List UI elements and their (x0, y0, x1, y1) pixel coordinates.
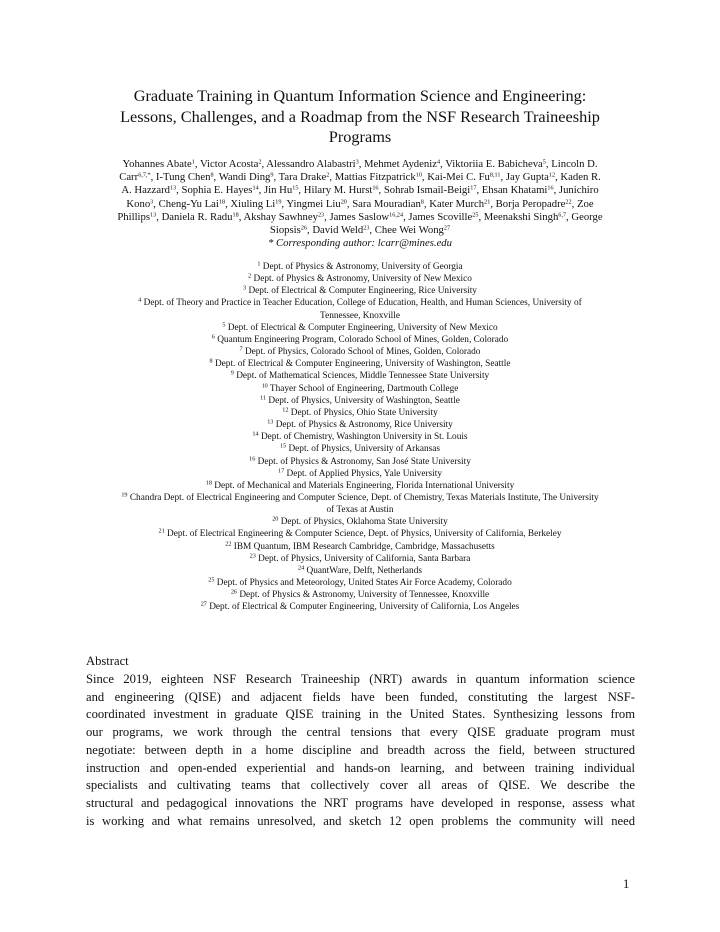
affiliation-marker: 8,11 (489, 171, 501, 179)
affiliation-line (80, 334, 640, 346)
author-text: , Cheng-Yu Lai (153, 197, 219, 210)
affiliation-number: 16 (249, 455, 256, 462)
title-line: Graduate Training in Quantum Information Science and Engineering: (133, 86, 587, 105)
affiliation-marker: 14 (252, 184, 259, 192)
author-text: , Kater Murch (423, 197, 485, 210)
affiliation-text: Dept. of Mechanical and Materials Engineering, Florida International University (214, 480, 515, 491)
author-text: Carr (119, 171, 139, 184)
author-text: , Yingmei Liu (281, 197, 341, 210)
affiliation-marker: 18 (232, 211, 239, 219)
affiliation-marker: 13 (169, 184, 177, 192)
affiliation-marker: 5 (542, 158, 546, 166)
author-text: , James Scoville (403, 210, 473, 223)
affiliation-number: 21 (158, 527, 165, 535)
author-text: , Xiuling Li (225, 197, 276, 210)
author-text: , Meenakshi Singh (478, 210, 559, 223)
affiliation-line (80, 358, 640, 370)
affiliation-line (80, 516, 640, 528)
affiliation-number: 2 (248, 272, 252, 280)
affiliation-line (80, 492, 640, 504)
affiliation-line (80, 285, 640, 297)
author-text: , Ehsan Khatami (476, 184, 548, 197)
author-list (84, 158, 636, 250)
affiliation-text: Dept. of Chemistry, Washington University in St. Louis (260, 432, 468, 443)
abstract-heading: Abstract (86, 654, 129, 668)
affiliation-number: 25 (208, 576, 215, 584)
affiliation-number: 5 (222, 321, 226, 329)
affiliation-text: Dept. of Electrical & Computer Engineering, University of New Mexico (227, 322, 498, 333)
abstract-line: structural and pedagogical innovations the NRT programs have developed in response, assess what (86, 795, 635, 810)
author-text: , Sara Mouradian (346, 197, 421, 210)
affiliation-line (80, 553, 640, 565)
affiliation-line (80, 310, 640, 322)
paper-title (80, 86, 640, 148)
affiliation-marker: 4 (436, 158, 441, 166)
affiliation-marker: 3 (150, 198, 154, 206)
affiliation-line (80, 528, 640, 540)
affiliation-line (80, 541, 640, 553)
affiliation-text: Dept. of Physics, Ohio State University (290, 407, 438, 418)
affiliation-number: 17 (278, 467, 285, 475)
affiliation-text: Dept. of Physics & Astronomy, University of New Mexico (253, 274, 472, 285)
affiliation-line (80, 383, 640, 395)
affiliation-marker: 9 (270, 171, 274, 179)
author-text: , Sophia E. Hayes (176, 184, 253, 197)
affiliation-marker: 2 (326, 171, 330, 179)
affiliation-marker: 27 (443, 224, 451, 232)
affiliation-text: QuantWare, Delft, Netherlands (306, 565, 422, 576)
affiliation-marker: 19 (275, 198, 282, 206)
abstract-line: Since 2019, eighteen NSF Research Traineeship (NRT) awards in quantum information science (86, 672, 635, 686)
affiliation-marker: 18 (218, 198, 226, 206)
author-text: , Mattias Fitzpatrick (329, 171, 416, 184)
abstract-line: coordinated investment in graduate QISE training in the United States. Synthesizing lessons from (86, 707, 635, 722)
affiliation-line (80, 456, 640, 468)
affiliation-line (80, 395, 640, 407)
affiliation-number: 12 (282, 406, 289, 414)
affiliation-text: Dept. of Physics & Astronomy, San José State University (257, 456, 471, 467)
affiliation-marker: 25 (472, 211, 479, 219)
affiliation-text: Quantum Engineering Program, Colorado School of Mines, Golden, Colorado (217, 334, 509, 345)
affiliation-marker: 26 (300, 224, 307, 232)
affiliation-line (80, 577, 640, 589)
affiliation-line (80, 480, 640, 492)
abstract-line: specialists and cultivating teams that collectively cover all areas of QISE. We describe the (86, 778, 635, 793)
affiliation-number: 18 (205, 479, 212, 487)
author-text: , Alessandro Alabastri (261, 158, 356, 170)
affiliation-text: Dept. of Physics & Astronomy, Rice University (275, 420, 453, 431)
affiliation-number: 14 (252, 430, 259, 438)
affiliation-marker: 3 (355, 158, 359, 166)
author-text: , Jay Gupta (500, 171, 549, 184)
affiliation-marker: 6,7,* (138, 171, 151, 179)
affiliation-number: 24 (298, 564, 305, 572)
affiliation-line (80, 346, 640, 358)
affiliation-text: Thayer School of Engineering, Dartmouth College (269, 383, 459, 394)
author-text: , George (566, 210, 603, 223)
affiliation-text: Tennessee, Knoxville (320, 310, 400, 321)
author-text: , Akshay Sawhney (238, 210, 318, 223)
affiliation-list (80, 261, 640, 614)
author-text: , Daniela R. Radu (156, 210, 233, 223)
author-text: , Lincoln D. (545, 158, 598, 170)
affiliation-marker: 21 (484, 198, 491, 206)
affiliation-line (80, 565, 640, 577)
affiliation-number: 26 (230, 588, 238, 596)
abstract-line: is working and what remains unresolved, and sketch 12 open problems the community will need (86, 813, 635, 828)
affiliation-number: 1 (257, 260, 261, 268)
affiliation-text: Dept. of Electrical & Computer Engineering, University of Washington, Seattle (214, 359, 511, 370)
page-number: 1 (623, 877, 630, 891)
author-text: , Wandi Ding (213, 171, 271, 184)
author-text: , Zoe (571, 197, 594, 210)
affiliation-marker: 10 (415, 171, 422, 179)
affiliation-text: Dept. of Physics, Colorado School of Mines, Golden, Colorado (244, 347, 481, 358)
author-text: , David Weld (307, 224, 364, 237)
author-text: Yohannes Abate (122, 158, 192, 170)
abstract-line: and engineering (QISE) and adjacent fields have been funded, constituting the largest NSF- (86, 689, 635, 704)
author-line (84, 184, 636, 197)
affiliation-line (80, 407, 640, 419)
author-text: , Hilary M. Hurst (298, 184, 373, 197)
author-text: , Victor Acosta (194, 158, 259, 170)
affiliation-line (80, 419, 640, 431)
affiliation-text: Dept. of Physics, University of Washington, Seattle (268, 395, 460, 406)
affiliation-line (80, 589, 640, 601)
affiliation-text: Dept. of Physics, Oklahoma State University (280, 517, 448, 528)
affiliation-marker: 12 (548, 171, 556, 179)
author-line (84, 224, 636, 237)
author-text: , Kai-Mei C. Fu (421, 171, 490, 184)
affiliation-number: 8 (209, 357, 213, 365)
affiliation-number: 4 (138, 296, 142, 304)
author-text: , Kaden R. (555, 171, 601, 184)
author-text: Siopsis (269, 224, 301, 237)
affiliation-line (80, 322, 640, 334)
affiliation-number: 27 (200, 600, 207, 608)
affiliation-text: Dept. of Mathematical Sciences, Middle Tennessee State University (236, 371, 490, 382)
affiliation-number: 7 (239, 345, 243, 353)
author-text: , Viktoriia E. Babicheva (440, 158, 543, 170)
affiliation-marker: 16 (547, 184, 554, 192)
author-text: , Junichiro (553, 184, 599, 197)
affiliation-marker: 1 (191, 158, 195, 166)
author-text: , Mehmet Aydeniz (358, 158, 437, 170)
author-line (84, 171, 636, 184)
author-text: A. Hazzard (121, 184, 170, 197)
affiliation-number: 6 (211, 333, 215, 341)
affiliation-marker: 8 (210, 171, 214, 179)
author-text: , Chee Wei Wong (369, 224, 444, 237)
author-line (84, 211, 636, 224)
author-text: , Borja Peropadre (490, 197, 566, 210)
affiliation-text: Dept. of Physics & Astronomy, University of Tennessee, Knoxville (239, 590, 490, 601)
affiliation-text: Dept. of Electrical Engineering & Computer Science, Dept. of Physics, University of California, Berkeley (167, 529, 562, 540)
affiliation-marker: 22 (565, 198, 572, 206)
author-line (84, 158, 636, 171)
affiliation-marker: 17 (470, 184, 477, 192)
abstract-body (86, 671, 635, 830)
affiliation-number: 10 (261, 382, 268, 390)
affiliation-marker: 20 (340, 198, 347, 206)
author-text: Phillips (117, 210, 151, 223)
affiliation-number: 3 (243, 284, 247, 292)
affiliation-line (80, 273, 640, 285)
affiliation-number: 13 (267, 418, 274, 426)
affiliation-number: 22 (225, 540, 232, 548)
title-line: Lessons, Challenges, and a Roadmap from the NSF Research Traineeship (120, 106, 600, 126)
affiliation-marker: 15 (292, 184, 299, 192)
affiliation-number: 19 (121, 491, 128, 499)
author-text: , James Saslow (324, 210, 390, 223)
affiliation-marker: 23 (363, 224, 370, 232)
affiliation-marker: 6,7 (558, 211, 567, 219)
affiliation-text: Dept. of Physics, University of California, Santa Barbara (258, 553, 471, 564)
author-text: , I-Tung Chen (150, 171, 211, 184)
affiliation-number: 15 (279, 442, 287, 450)
affiliation-number: 20 (272, 515, 279, 523)
affiliation-text: of Texas at Austin (326, 505, 394, 516)
affiliation-line (80, 297, 640, 309)
affiliation-marker: 8 (420, 198, 424, 206)
affiliation-text: Dept. of Physics and Meteorology, United States Air Force Academy, Colorado (216, 578, 512, 589)
abstract-line: negotiate: between depth in a home discipline and breadth across the field, between structured (86, 742, 635, 757)
author-text: , Jin Hu (258, 184, 293, 197)
affiliation-number: 11 (260, 394, 267, 402)
author-line (84, 198, 636, 211)
affiliation-line (80, 601, 640, 613)
abstract-line: instruction and open-ended experiential and hands-on learning, and between training individual (86, 760, 635, 775)
affiliation-line (80, 443, 640, 455)
affiliation-text: Dept. of Physics, University of Arkansas (288, 444, 441, 455)
affiliation-marker: 16,24 (389, 211, 404, 219)
affiliation-line (80, 261, 640, 273)
author-text: Kono (126, 197, 151, 210)
affiliation-text: Dept. of Electrical & Computer Engineering, University of California, Los Angeles (209, 602, 520, 613)
author-text: , Sohrab Ismail-Beigi (378, 184, 471, 197)
affiliation-text: Chandra Dept. of Electrical Engineering and Computer Science, Dept. of Chemistry, Texas Materials Institute, The University (129, 492, 599, 503)
affiliation-number: 23 (249, 552, 256, 560)
corresponding-author: * Corresponding author: lcarr@mines.edu (268, 237, 452, 250)
affiliation-marker: 13 (150, 211, 157, 219)
affiliation-text: Dept. of Theory and Practice in Teacher Education, College of Education, Health, and Human Sciences, University of (143, 298, 582, 309)
affiliation-line (80, 431, 640, 443)
affiliation-line (80, 504, 640, 516)
author-text: , Tara Drake (273, 171, 327, 184)
affiliation-text: IBM Quantum, IBM Research Cambridge, Cambridge, Massachusetts (233, 541, 495, 552)
title-line: Programs (328, 127, 392, 146)
affiliation-text: Dept. of Electrical & Computer Engineering, Rice University (248, 286, 477, 297)
affiliation-text: Dept. of Applied Physics, Yale University (286, 468, 442, 479)
affiliation-text: Dept. of Physics & Astronomy, University of Georgia (262, 262, 463, 272)
affiliation-line (80, 370, 640, 382)
affiliation-marker: 23 (317, 211, 325, 219)
abstract-line: our programs, we work through the central tensions that every QISE graduate program must (86, 725, 635, 740)
affiliation-line (80, 468, 640, 480)
affiliation-number: 9 (230, 369, 234, 377)
affiliation-marker: 16 (372, 184, 379, 192)
affiliation-marker: 2 (258, 158, 262, 166)
